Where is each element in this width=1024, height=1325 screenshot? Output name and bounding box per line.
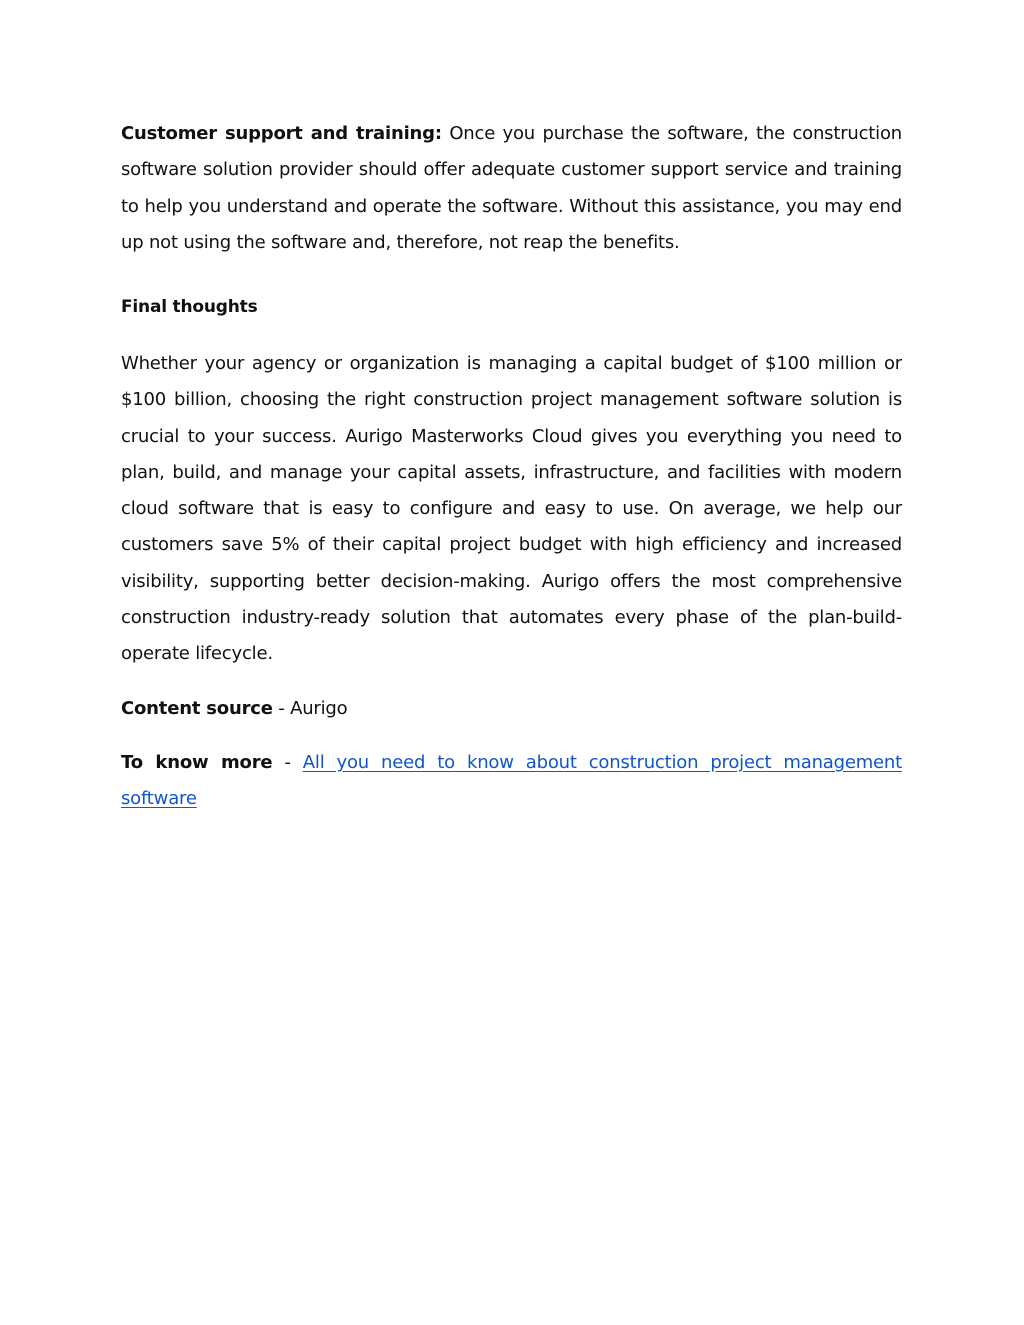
customer-support-text: Once you purchase the software, the construction software solution provider should offer adequate customer support service and training to help you understand and operate the software. Without this assistance, you may end up not using the software and, therefore, not reap the benefits. [121,123,902,253]
customer-support-label: Customer support and training: [121,123,442,144]
content-source-label: Content source [121,698,273,719]
content-source-line [121,691,902,727]
to-know-more-separator: - [272,752,303,773]
to-know-more-link[interactable]: All you need to know about construction project management software [121,752,902,810]
to-know-more-label: To know more [121,752,273,773]
content-source-value: Aurigo [290,698,348,719]
final-thoughts-paragraph: Whether your agency or organization is managing a capital budget of $100 million or $100 billion, choosing the right construction project management software solution is crucial to your success. Aurigo Masterworks Cloud gives you everything you need to plan, build, and manage your capital assets, infrastructure, and facilities with modern cloud software that is easy to configure and easy to use. On average, we help our customers save 5% of their capital project budget with high efficiency and increased visibility, supporting better decision-making. Aurigo offers the most comprehensive construction industry-ready solution that automates every phase of the plan-build-operate lifecycle. [121,353,902,665]
content-source-separator: - [272,698,291,719]
to-know-more-line [121,745,902,818]
final-thoughts-heading: Final thoughts [121,297,258,317]
customer-support-paragraph [121,116,902,261]
